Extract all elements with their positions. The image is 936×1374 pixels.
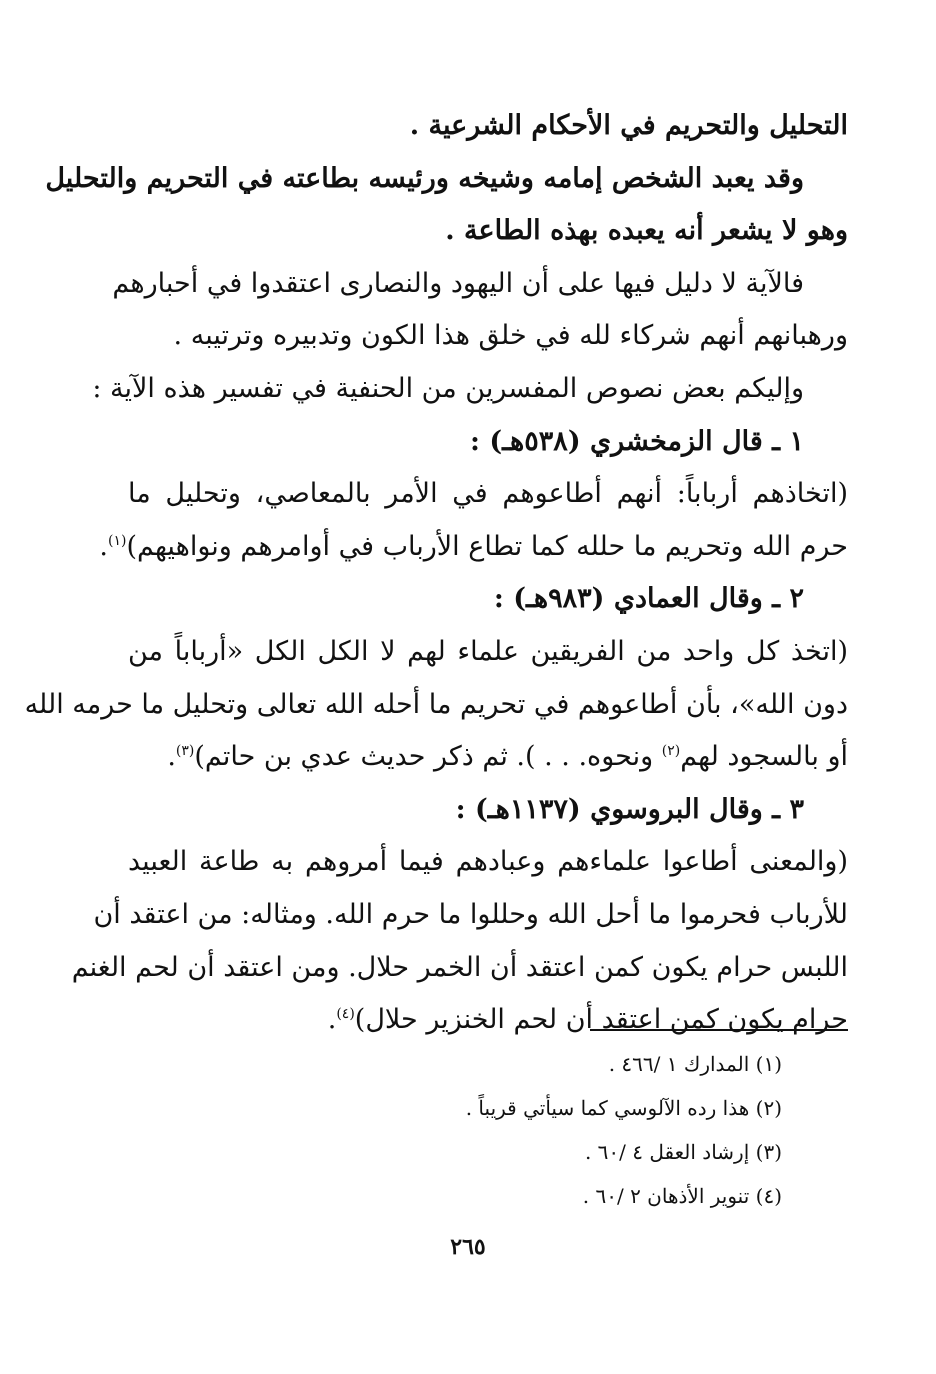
footnote-marker: (٤) — [336, 1006, 355, 1023]
section-heading: ١ ـ قال الزمخشري (٥٣٨هـ) : — [470, 425, 804, 457]
footnote-divider — [590, 1029, 848, 1031]
quote-line: (اتخاذهم أرباباً: أنهم أطاعوهم في الأمر بالمعاصي، وتحليل ما — [128, 478, 848, 510]
quote-text: أو بالسجود لهم — [680, 741, 848, 773]
text-line: فالآية لا دليل فيها على أن اليهود والنصارى اعتقدوا في أحبارهم — [112, 267, 804, 299]
quote-text: حرام يكون كمن اعتقد أن لحم الخنزير حلال) — [354, 1004, 848, 1036]
section-heading: ٢ ـ وقال العمادي (٩٨٣هـ) : — [493, 583, 804, 615]
text-line: وقد يعبد الشخص إمامه وشيخه ورئيسه بطاعته في التحريم والتحليل — [45, 162, 804, 194]
footnote-item: (٣) إرشاد العقل ٤ /٦٠ . — [584, 1140, 782, 1164]
footnote-marker: (١) — [108, 532, 127, 549]
quote-text: حرم الله وتحريم ما حلله كما تطاع الأرباب في أوامرهم ونواهيهم) — [126, 530, 848, 562]
footnote-item: (١) المدارك ١ /٤٦٦ . — [608, 1052, 782, 1076]
quote-line: (والمعنى أطاعوا علماءهم وعبادهم فيما أمروهم به طاعة العبيد — [128, 846, 848, 878]
quote-line — [128, 731, 848, 784]
footnote-item: (٢) هذا رده الآلوسي كما سيأتي قريباً . — [465, 1096, 782, 1120]
sentence-end: . — [99, 530, 109, 562]
sentence-end: . — [327, 1004, 337, 1036]
text-line: وهو لا يشعر أنه يعبده بهذه الطاعة . — [445, 215, 848, 247]
footnote-item: (٤) تنوير الأذهان ٢ /٦٠ . — [582, 1184, 782, 1208]
text-line: التحليل والتحريم في الأحكام الشرعية . — [409, 110, 848, 141]
quote-line: دون الله»، بأن أطاعوهم في تحريم ما أحله الله تعالى وتحليل ما حرمه الله — [24, 688, 848, 720]
main-text — [24, 100, 848, 1047]
quote-line: اللبس حرام يكون كمن اعتقد أن الخمر حلال. ومن اعتقد أن لحم الغنم — [71, 951, 848, 983]
footnotes — [282, 1042, 782, 1218]
quote-line: للأرباب فحرموا ما أحل الله وحللوا ما حرم الله. ومثاله: من اعتقد أن — [93, 898, 848, 930]
quote-text: ونحوه. . . ). ثم ذكر حديث عدي بن حاتم) — [194, 741, 662, 773]
quote-line: (اتخذ كل واحد من الفريقين علماء لهم لا الكل الكل «أرباباً من — [128, 635, 848, 667]
page-number: ٢٦٥ — [450, 1234, 486, 1260]
section-heading: ٣ ـ وقال البروسوي (١١٣٧هـ) : — [455, 793, 804, 825]
sentence-end: . — [167, 741, 176, 773]
quote-line — [128, 994, 848, 1047]
quote-line — [99, 521, 848, 574]
text-line: وإليكم بعض نصوص المفسرين من الحنفية في تفسير هذه الآية : — [92, 372, 804, 404]
text-line: ورهبانهم أنهم شركاء لله في خلق هذا الكون وتدبيره وترتيبه . — [173, 320, 848, 352]
footnote-marker: (٢) — [661, 743, 681, 760]
footnote-marker: (٣) — [175, 743, 195, 760]
